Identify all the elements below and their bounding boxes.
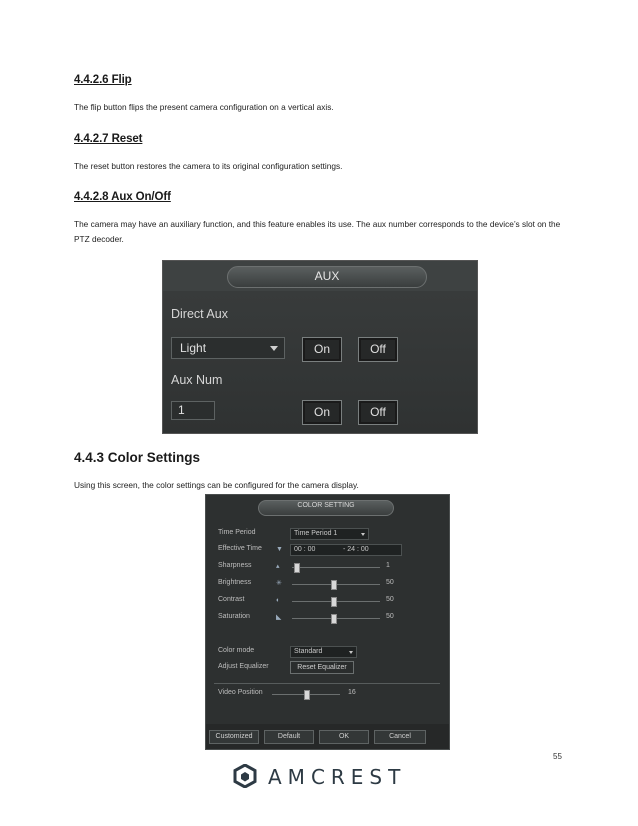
color-mode-label: Color mode: [218, 647, 255, 654]
page-number: 55: [553, 752, 562, 761]
brand-wordmark: AMCREST: [268, 765, 407, 789]
contrast-label: Contrast: [218, 596, 245, 603]
effective-time-label: Effective Time: [218, 545, 262, 552]
ok-button[interactable]: OK: [319, 730, 369, 744]
sharpness-value: 1: [386, 562, 390, 569]
time-period-value: Time Period 1: [294, 530, 338, 537]
customized-button[interactable]: Customized: [209, 730, 259, 744]
color-setting-title: COLOR SETTING: [297, 502, 355, 509]
chevron-down-icon: [361, 533, 365, 536]
divider: [214, 683, 440, 684]
direct-aux-select[interactable]: [171, 337, 285, 359]
video-position-value: 16: [348, 689, 356, 696]
default-button[interactable]: Default: [264, 730, 314, 744]
sharpness-icon: ▴: [276, 563, 280, 570]
direct-aux-value: Light: [180, 341, 207, 355]
contrast-slider-thumb[interactable]: [331, 597, 337, 607]
saturation-slider-thumb[interactable]: [331, 614, 337, 624]
aux-num-label: Aux Num: [171, 373, 223, 387]
aux-title: AUX: [314, 269, 340, 283]
brightness-icon: ✳: [276, 580, 282, 587]
saturation-value: 50: [386, 613, 394, 620]
direct-aux-off-button[interactable]: Off: [359, 338, 397, 361]
amcrest-logo-icon: [233, 764, 257, 788]
heading-flip: 4.4.2.6 Flip: [74, 74, 132, 86]
aux-panel: [162, 260, 478, 434]
brightness-label: Brightness: [218, 579, 252, 586]
direct-aux-on-button[interactable]: On: [303, 338, 341, 361]
color-settings-description: Using this screen, the color settings can be configured for the camera display.: [74, 480, 359, 490]
cancel-button[interactable]: Cancel: [374, 730, 426, 744]
reset-description: The reset button restores the camera to its original configuration settings.: [74, 161, 343, 171]
aux-num-off-button[interactable]: Off: [359, 401, 397, 424]
aux-num-input[interactable]: 1: [171, 401, 215, 420]
color-mode-value: Standard: [294, 648, 323, 655]
video-position-label: Video Position: [218, 689, 263, 696]
effective-time-start: 00 : 00: [294, 546, 316, 553]
video-position-slider-thumb[interactable]: [304, 690, 310, 700]
chevron-down-icon: [349, 651, 353, 654]
aux-description: The camera may have an auxiliary function, and this feature enables its use. The aux number corresponds to the device’s slot on the PTZ decoder.: [74, 219, 561, 244]
flip-description: The flip button flips the present camera configuration on a vertical axis.: [74, 102, 334, 112]
color-setting-panel: [205, 494, 450, 750]
heading-aux: 4.4.2.8 Aux On/Off: [74, 191, 171, 203]
effective-time-end: - 24 : 00: [343, 546, 369, 553]
sharpness-slider-thumb[interactable]: [294, 563, 300, 573]
contrast-value: 50: [386, 596, 394, 603]
time-period-select[interactable]: [290, 528, 369, 540]
reset-equalizer-button[interactable]: Reset Equalizer: [290, 661, 354, 674]
saturation-label: Saturation: [218, 613, 250, 620]
saturation-icon: ◣: [276, 614, 282, 621]
chevron-down-icon: [270, 346, 278, 351]
color-mode-select[interactable]: [290, 646, 357, 658]
adjust-equalizer-label: Adjust Equalizer: [218, 663, 269, 670]
contrast-icon: ◐: [276, 597, 281, 604]
sharpness-label: Sharpness: [218, 562, 252, 569]
button-bar: [206, 724, 449, 749]
direct-aux-label: Direct Aux: [171, 307, 228, 321]
effective-time-input[interactable]: [290, 544, 402, 556]
clock-icon: ▼: [276, 546, 283, 553]
heading-color-settings: 4.4.3 Color Settings: [74, 450, 201, 465]
brightness-slider-thumb[interactable]: [331, 580, 337, 590]
aux-num-on-button[interactable]: On: [303, 401, 341, 424]
time-period-label: Time Period: [218, 529, 256, 536]
sharpness-track[interactable]: [292, 567, 380, 568]
heading-reset: 4.4.2.7 Reset: [74, 133, 143, 145]
brightness-value: 50: [386, 579, 394, 586]
